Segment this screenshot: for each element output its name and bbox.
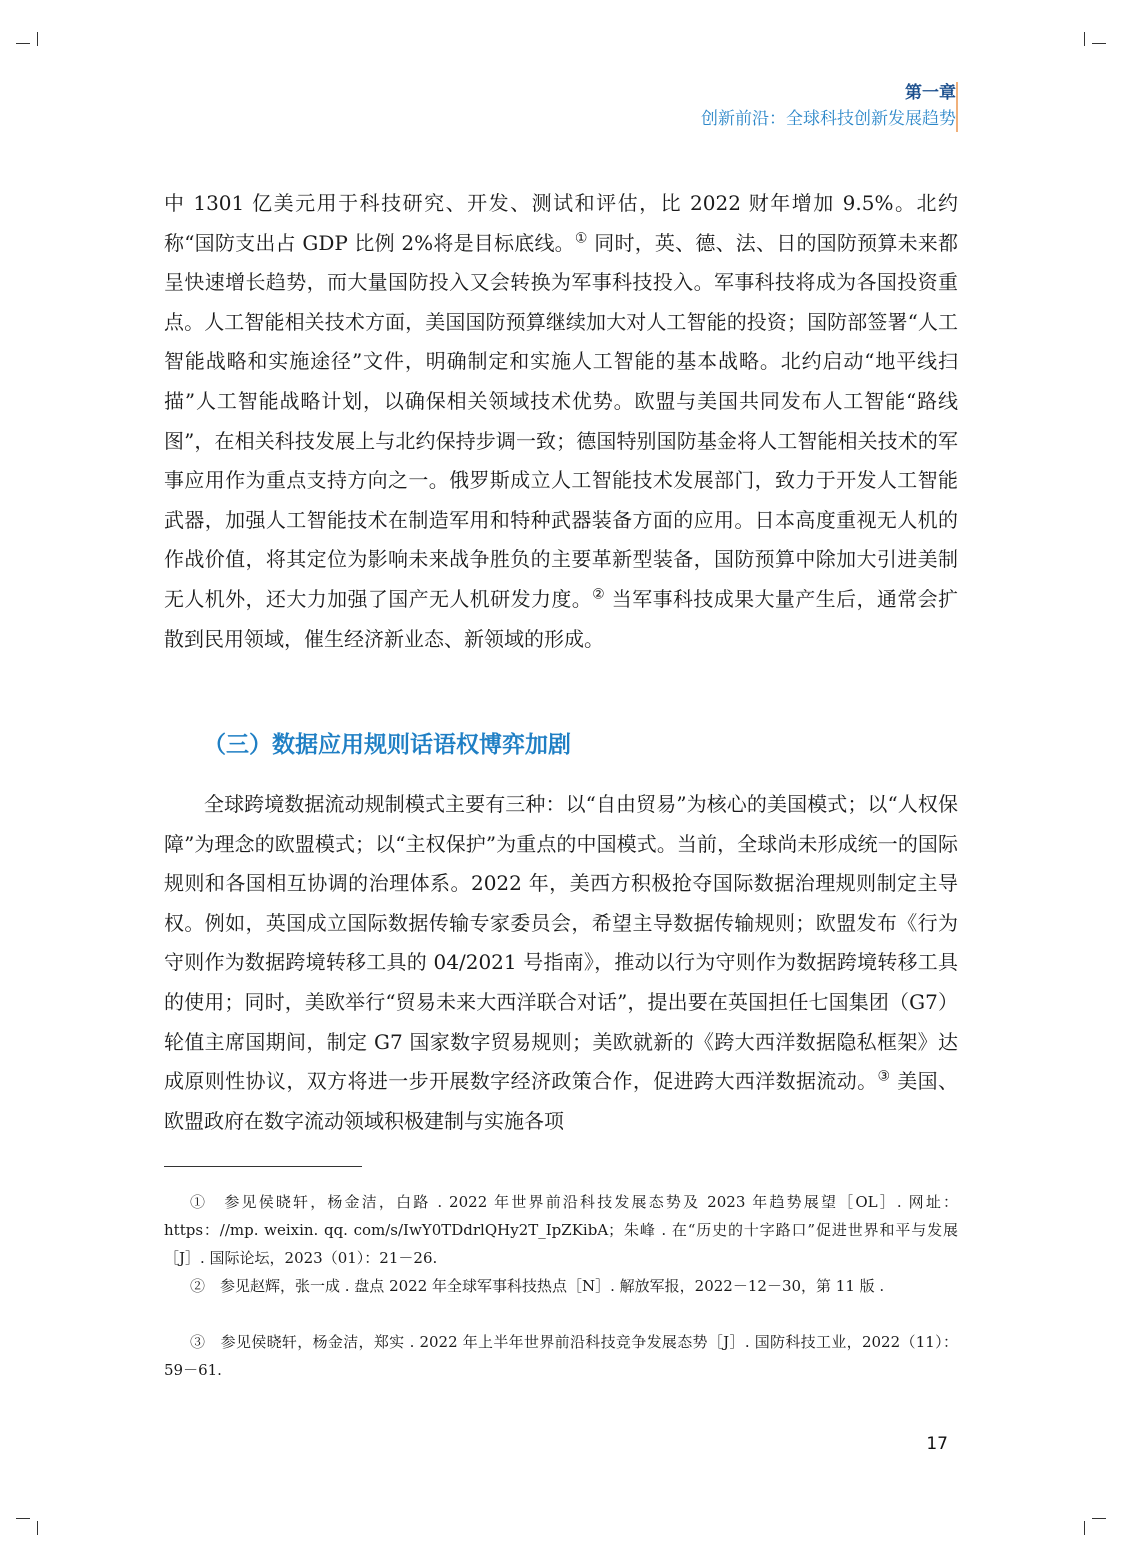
- footnote-ref-1: ①: [574, 229, 588, 246]
- body-paragraph-2: [164, 785, 958, 1141]
- crop-mark-top-right: [1092, 43, 1106, 44]
- running-head: [701, 80, 956, 132]
- footnote-1: ① 参见侯晓轩，杨金洁，白路 . 2022 年世界前沿科技发展态势及 2023 年趋势展望［OL］. 网址：https：//mp. weixin. qq. com/s/IwY0TDdrlQHy2T_IpZKibA；朱峰 . 在“历史的十字路口”促进世界和平与发展［J］. 国际论坛，2023（01）：21－26.: [164, 1193, 958, 1267]
- body-paragraph-1: [164, 184, 958, 659]
- crop-mark-bottom-left-v: [37, 1521, 38, 1535]
- footnote-2: ② 参见赵辉，张一成 . 盘点 2022 年全球军事科技热点［N］. 解放军报，2022－12－30，第 11 版 .: [190, 1277, 885, 1295]
- crop-mark-bottom-right-v: [1084, 1521, 1085, 1535]
- footnote-ref-3: ③: [877, 1068, 891, 1085]
- footnote-ref-2: ②: [592, 586, 606, 603]
- paragraph-1-text-a: 中 1301 亿美元用于科技研究、开发、测试和评估，比 2022 财年增加 9.5%。北约称“国防支出占 GDP 比例 2%将是目标底线。: [164, 191, 958, 255]
- crop-mark-bottom-left: [16, 1518, 30, 1519]
- paragraph-1-text-b: 同时，英、德、法、日的国防预算未来都呈快速增长趋势，而大量国防投入又会转换为军事科技投入。军事科技将成为各国投资重点。人工智能相关技术方面，美国国防预算继续加大对人工智能的投资；国防部签署“人工智能战略和实施途径”文件，明确制定和实施人工智能的基本战略。北约启动“地平线扫描”人工智能战略计划，以确保相关领域技术优势。欧盟与美国共同发布人工智能“路线图”，在相关科技发展上与北约保持步调一致；德国特别国防基金将人工智能相关技术的军事应用作为重点支持方向之一。俄罗斯成立人工智能技术发展部门，致力于开发人工智能武器，加强人工智能技术在制造军用和特种武器装备方面的应用。日本高度重视无人机的作战价值，将其定位为影响未来战争胜负的主要革新型装备，国防预算中除加大引进美制无人机外，还大力加强了国产无人机研发力度。: [164, 230, 959, 611]
- section-heading: （三）数据应用规则话语权博弈加剧: [203, 732, 571, 758]
- chapter-title: 创新前沿：全球科技创新发展趋势: [701, 109, 956, 129]
- crop-mark-top-left: [16, 43, 30, 44]
- crop-mark-top-right-v: [1084, 32, 1085, 46]
- chapter-label: 第一章: [905, 83, 956, 103]
- paragraph-2-text-a: 全球跨境数据流动规制模式主要有三种：以“自由贸易”为核心的美国模式；以“人权保障”为理念的欧盟模式；以“主权保护”为重点的中国模式。当前，全球尚未形成统一的国际规则和各国相互协调的治理体系。2022 年，美西方积极抢夺国际数据治理规则制定主导权。例如，英国成立国际数据传输专家委员会，希望主导数据传输规则；欧盟发布《行为守则作为数据跨境转移工具的 04/2021 号指南》，推动以行为守则作为数据跨境转移工具的使用；同时，美欧举行“贸易未来大西洋联合对话”，提出要在英国担任七国集团（G7）轮值主席国期间，制定 G7 国家数字贸易规则；美欧就新的《跨大西洋数据隐私框架》达成原则性协议，双方将进一步开展数字经济政策合作，促进跨大西洋数据流动。: [164, 792, 958, 1094]
- paragraph-1-text-c: 当军事科技成果大量产生后，通常会扩散到民用领域，催生经济新业态、新领域的形成。: [164, 586, 958, 651]
- page-number: 17: [926, 1434, 948, 1454]
- crop-mark-top-left-v: [37, 32, 38, 46]
- crop-mark-bottom-right: [1092, 1518, 1106, 1519]
- running-head-divider: [956, 82, 958, 132]
- footnote-3: ③ 参见侯晓轩，杨金洁，郑实 . 2022 年上半年世界前沿科技竞争发展态势［J］. 国防科技工业，2022（11）：59－61.: [164, 1333, 958, 1379]
- footnote-separator: [164, 1166, 362, 1167]
- paragraph-2-text-b: 美国、欧盟政府在数字流动领域积极建制与实施各项: [164, 1069, 958, 1133]
